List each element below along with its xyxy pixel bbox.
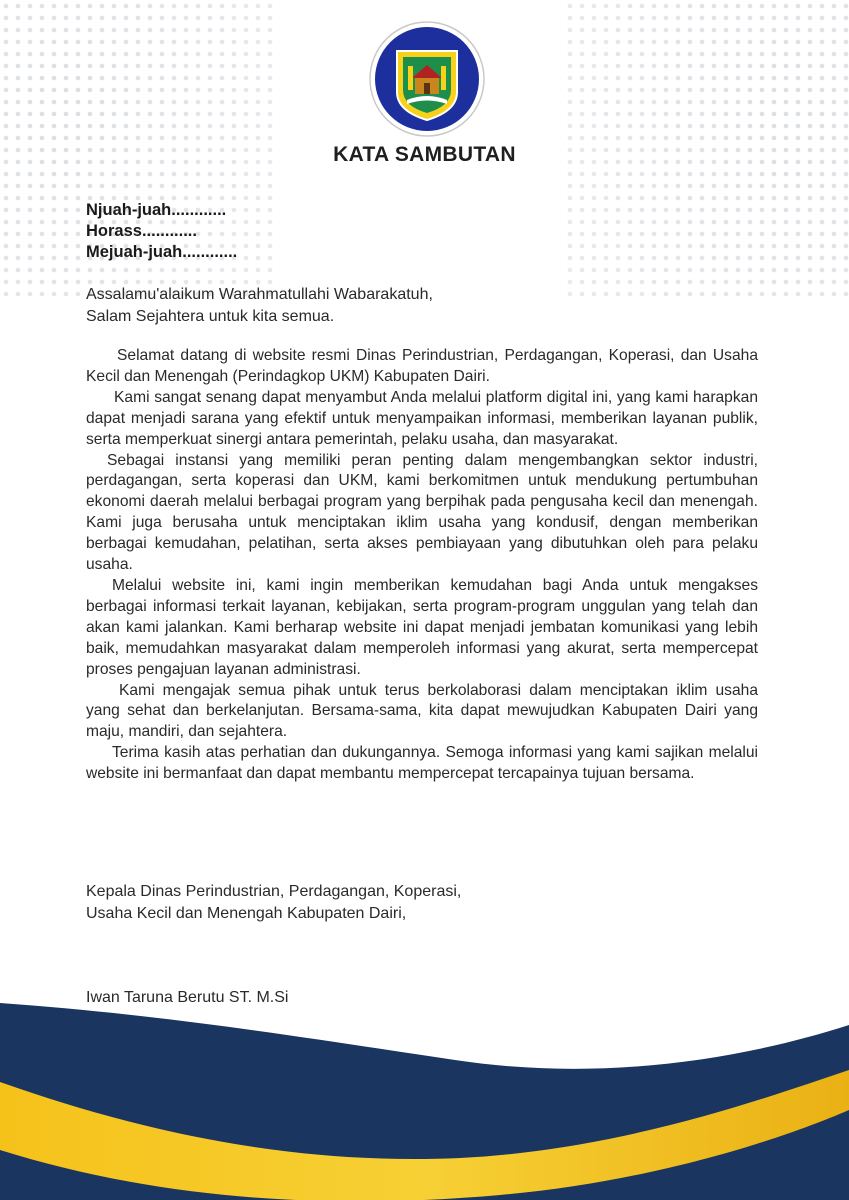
paragraph-welcome: Selamat datang di website resmi Dinas Perindustrian, Perdagangan, Koperasi, dan Usaha Kecil dan Menengah (Perindagkop UKM) Kabupaten Dairi. (86, 347, 758, 385)
greeting-horass: Horass............ (86, 222, 197, 240)
paragraph-platform: Kami sangat senang dapat menyambut Anda melalui platform digital ini, yang kami harapkan dapat menjadi sarana yang efektif untuk menyampaikan informasi, memberikan layanan publik, serta memperkuat sinergi antara pemerintah, pelaku usaha, dan masyarakat. (86, 388, 758, 448)
paragraph-thanks: Terima kasih atas perhatian dan dukungannya. Semoga informasi yang kami sajikan melalui website ini bermanfaat dan dapat membantu mempercepat tercapainya tujuan bersama. (86, 744, 758, 783)
welcome-message-body (86, 346, 758, 785)
salutation-line-2: Salam Sejahtera untuk kita semua. (86, 308, 335, 325)
closing-title (86, 881, 461, 925)
page-title: KATA SAMBUTAN (333, 143, 516, 166)
closing-line-2: Usaha Kecil dan Menengah Kabupaten Dairi, (86, 905, 407, 922)
greetings (86, 200, 237, 263)
kabupaten-dairi-emblem-icon (368, 20, 486, 138)
greeting-mejuah-juah: Mejuah-juah............ (86, 243, 238, 261)
greeting-njuah-juah: Njuah-juah............ (86, 201, 227, 219)
paragraph-collaboration: Kami mengajak semua pihak untuk terus berkolaborasi dalam menciptakan iklim usaha yang sehat dan berkelanjutan. Bersama-sama, kita dapat mewujudkan Kabupaten Dairi yang maju, mandiri, dan sejahtera. (86, 681, 758, 741)
signer-name: Iwan Taruna Berutu ST. M.Si (86, 989, 289, 1006)
salutation (86, 284, 433, 328)
salutation-line-1: Assalamu'alaikum Warahmatullahi Wabarakatuh, (86, 286, 433, 303)
paragraph-mission: Sebagai instansi yang memiliki peran penting dalam mengembangkan sektor industri, perdagangan, serta koperasi dan UKM, kami berkomitmen untuk mendukung pertumbuhan ekonomi daerah melalui berbagai program yang berpihak pada pengusaha kecil dan menengah. Kami juga berusaha untuk menciptakan iklim usaha yang kondusif, dengan memberikan berbagai kemudahan, pelatihan, serta akses pembiayaan yang dibutuhkan oleh para pelaku usaha. (86, 451, 758, 574)
paragraph-website-purpose: Melalui website ini, kami ingin memberikan kemudahan bagi Anda untuk mengakses berbagai informasi terkait layanan, kebijakan, serta program-program unggulan yang telah dan akan kami jalankan. Kami berharap website ini dapat menjadi jembatan komunikasi yang lebih baik, memudahkan masyarakat dalam memperoleh informasi yang akurat, serta mempercepat proses pengajuan layanan administrasi. (86, 576, 758, 678)
closing-line-1: Kepala Dinas Perindustrian, Perdagangan, Koperasi, (86, 883, 462, 900)
